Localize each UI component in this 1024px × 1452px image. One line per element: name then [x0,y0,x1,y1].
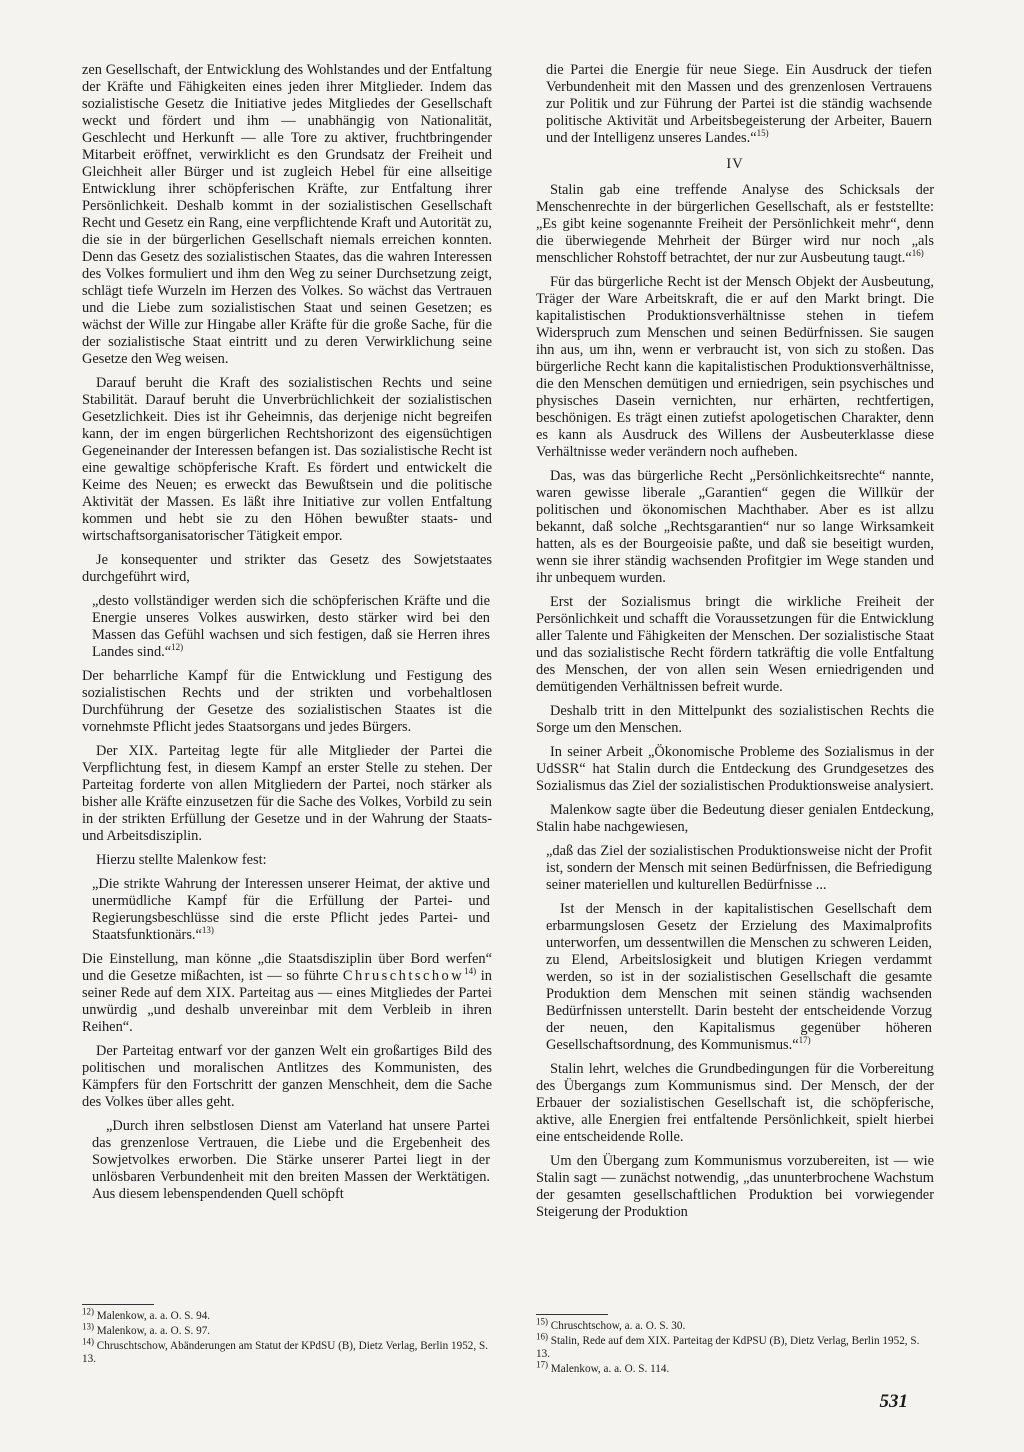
body-paragraph: Malenkow sagte über die Bedeutung dieser genialen Entdeckung, Stalin habe nachgewiesen, [536,802,934,835]
spaced-name: Chruschtschow [342,968,465,984]
body-paragraph [82,951,492,1036]
footnote-text: Malenkow, a. a. O. S. 114. [550,1363,670,1375]
footnote-number: 13) [82,1321,94,1332]
footnote-divider [536,1314,608,1315]
footnote [82,1336,492,1366]
body-paragraph: Stalin lehrt, welches die Grundbedingungen für die Vorbereitung des Übergangs zum Kommunismus sind. Der Mensch, der der Erbauer der sozialistischen Gesellschaft ist, die schöpferische, aktive, alle Energien frei entfaltende Persönlichkeit, spielt hierbei eine entscheidende Rolle. [536,1061,934,1145]
body-paragraph: Für das bürgerliche Recht ist der Mensch Objekt der Ausbeutung, Träger der Ware Arbeitskraft, die er auf den Markt bringt. Die kapitalistischen Produktionsverhältnisse stehen in tiefem Widerspruch zum Menschen und seinen Bedürfnissen. Sie saugen ihn aus, um ihn, wenn er verbraucht ist, von sich zu stoßen. Das bürgerliche Recht kann die kapitalistischen Produktionsverhältnisse, die den Menschen demütigen und erniedrigen, sein psychisches und physisches Dasein vernichten, nur erhärten, rechtfertigen, beschönigen. Es trägt einen zutiefst apologetischen Charakter, denn es kann als Ausdruck des Willens der Ausbeuterklasse diese Verhältnisse weder verändern noch aufheben. [536,274,934,460]
page-number: 531 [879,1391,908,1412]
footnote-number: 12) [82,1306,94,1317]
footnote-divider [82,1304,154,1305]
quote-text: die Partei die Energie für neue Siege. Ein Ausdruck der tiefen Verbundenheit mit den Massen und des grenzenlosen Vertrauens zur Politik und zur Führung der Partei ist die ständig wachsende politische Aktivität und Arbeitsbegeisterung der Arbeiter, Bauern und der Intelligenz unseres Landes.“ [546,62,932,146]
block-quote-continued [536,62,934,147]
quote-paragraph: „daß das Ziel der sozialistischen Produktionsweise nicht der Profit ist, sondern der Mensch mit seinen Bedürfnissen, die Befriedigung seiner materiellen und kulturellen Bedürfnisse ... [546,843,932,893]
paragraph-text: Die Einstellung, man könne „die Staatsdisziplin über Bord werfen“ und die Gesetze mißachten, ist — so führte [82,951,492,984]
body-paragraph: Das, was das bürgerliche Recht „Persönlichkeitsrechte“ nannte, waren gewisse liberale „Garantien“ gegen die Willkür der politischen und ökonomischen Machthaber. Aber es ist allzu bekannt, daß solche „Rechtsgarantien“ nur so lange Wirksamkeit hatten, als es der Bourgeoisie paßte, und daß sie beseitigt wurden, wenn sie ihrer ständig wachsenden Profitgier im Wege standen und ihr unbequem wurden. [536,468,934,586]
footnote-marker: 12) [171,642,184,653]
footnote-marker: 14) [464,966,477,977]
quote-paragraph [92,876,490,944]
footnote-text: Stalin, Rede auf dem XIX. Parteitag der KdPSU (B), Dietz Verlag, Berlin 1952, S. 13. [536,1335,920,1360]
quote-paragraph [546,901,932,1054]
section-heading: IV [726,156,744,172]
left-column [82,62,492,1210]
footnote-marker: 17) [798,1035,811,1046]
footnote-number: 17) [536,1359,548,1370]
footnote [536,1359,934,1376]
footnote [536,1316,934,1333]
quote-text: „desto vollständiger werden sich die schöpferischen Kräfte und die Energie unseres Volkes auswirken, desto stärker wird bei den Massen das Gefühl wachsen und sich festigen, daß sie Herren ihres Landes sind.“ [92,593,490,660]
block-quote [82,593,492,661]
body-paragraph: Der XIX. Parteitag legte für alle Mitglieder der Partei die Verpflichtung fest, in diesem Kampf an erster Stelle zu stehen. Der Parteitag forderte von allen Mitgliedern der Partei, noch stärker als bisher alle Kräfte einzusetzen für die Sache des Volkes, Vorbild zu sein in der strikten Erfüllung der Gesetze und in der Wahrung der Staats- und Arbeitsdisziplin. [82,743,492,844]
body-paragraph: Darauf beruht die Kraft des sozialistischen Rechts und seine Stabilität. Darauf beruht die Unverbrüchlichkeit der sozialistischen Gesetzlichkeit. Dies ist ihr Geheimnis, das derjenige nicht begreifen kann, der im engen bürgerlichen Rechtshorizont des eigensüchtigen Gegeneinander der Interessen befangen ist. Das sozialistische Recht ist eine gewaltige schöpferische Kraft. Es fördert und entwickelt die Keime des Neuen; es erweckt das Bewußtsein und die politische Aktivität der Massen. Es läßt ihre Initiative zur vollen Entfaltung kommen und hebt sie zu den Höhen bewußter staats- und wirtschaftsorganisatorischer Tätigkeit empor. [82,375,492,544]
body-paragraph: Der Parteitag entwarf vor der ganzen Welt ein großartiges Bild des politischen und moralischen Antlitzes des Kommunisten, des Kämpfers für den Fortschritt der ganzen Menschheit, dem die Sache des Volkes über alles geht. [82,1043,492,1110]
block-quote [536,843,934,1054]
body-paragraph: Erst der Sozialismus bringt die wirkliche Freiheit der Persönlichkeit und schafft die Voraussetzungen für die Entwicklung aller Talente und Fähigkeiten der Menschen. Der sozialistische Staat und das sozialistische Recht fördern tatkräftig die volle Entfaltung des Menschen, der von allen sein Wesen erniedrigenden und demütigenden Verhältnissen befreit wurde. [536,594,934,695]
quote-paragraph [546,62,932,147]
footnote [82,1306,492,1323]
footnotes-left [82,1306,492,1368]
paragraph-text: Stalin gab eine treffende Analyse des Schicksals der Menschenrechte in der bürgerlichen Gesellschaft, als er feststellte: „Es gibt keine sogenannte Freiheit der Persönlichkeit mehr“, denn die überwiegende Mehrheit der Bürger wird nur noch „als menschlicher Rohstoff betrachtet, der nur zur Ausbeutung taugt.“ [536,182,934,266]
footnote-text: Chruschtschow, Abänderungen am Statut der KPdSU (B), Dietz Verlag, Berlin 1952, S. 13. [82,1340,488,1365]
body-paragraph: zen Gesellschaft, der Entwicklung des Wohlstandes und der Entfaltung der Kräfte und Fähigkeiten eines jeden ihrer Mitglieder. Indem das sozialistische Gesetz die Initiative jedes Mitgliedes der Gesellschaft weckt und fördert und ihm — unabhängig von Nationalität, Geschlecht und Herkunft — alle Tore zu aktiver, fruchtbringender Mitarbeit eröffnet, verwirklicht es den Grundsatz der Freiheit und Gleichheit aller Bürger und ist zugleich Hebel für eine allseitige Entwicklung ihrer schöpferischen Kräfte, zur Entfaltung ihrer Persönlichkeit. Deshalb kommt in der sozialistischen Gesellschaft Recht und Gesetz ein Rang, eine verpflichtende Kraft und Autorität zu, die sie in der bürgerlichen Gesellschaft niemals erreichen konnten. Denn das Gesetz des sozialistischen Staates, das die wahren Interessen des Volkes formuliert und ihm den Weg zu seiner Durchsetzung zeigt, schlägt tiefe Wurzeln im Herzen des Volkes. So wächst das Vertrauen und die Liebe zum sozialistischen Staat und seinen Gesetzen; es wächst der Wille zur Hingabe aller Kräfte für die große Sache, für die der sozialistische Staat eintritt und zu deren Verwirklichung seine Gesetze den Weg weisen. [82,62,492,367]
body-paragraph: In seiner Arbeit „Ökonomische Probleme des Sozialismus in der UdSSR“ hat Stalin durch die Entdeckung des Grundgesetzes des Sozialismus das Ziel der sozialistischen Produktionsweise analysiert. [536,744,934,794]
quote-text: Ist der Mensch in der kapitalistischen Gesellschaft dem erbarmungslosen Gesetz der Erzielung des Maximalprofits unterworfen, um dessentwillen die Menschen zu schweren Leiden, zu Elend, Arbeitslosigkeit und blutigen Kriegen verdammt werden, so ist in der sozialistischen Gesellschaft die gesamte Produktion dem Menschen mit seinen ständig wachsenden Bedürfnissen unterstellt. Darin besteht der entscheidende Vorzug der neuen, den Kapitalismus gegenüber höheren Gesellschaftsordnung, des Kommunismus.“ [546,901,932,1053]
footnote-number: 16) [536,1331,548,1342]
footnote-marker: 13) [201,925,214,936]
paragraph-text: in seiner Rede auf dem XIX. Parteitag aus — eines Mitgliedes der Partei unwürdig „und deshalb unvereinbar mit dem Verbleib in ihren Reihen“. [82,968,492,1035]
footnote [82,1321,492,1338]
body-paragraph: Um den Übergang zum Kommunismus vorzubereiten, ist — wie Stalin sagt — zunächst notwendig, „das ununterbrochene Wachstum der gesamten gesellschaftlichen Produktion bei vorwiegender Steigerung der Produktion [536,1153,934,1220]
block-quote [82,876,492,944]
footnote-text: Chruschtschow, a. a. O. S. 30. [550,1320,686,1332]
body-paragraph [536,182,934,267]
body-paragraph: Hierzu stellte Malenkow fest: [96,852,267,868]
body-paragraph: Deshalb tritt in den Mittelpunkt des sozialistischen Rechts die Sorge um den Menschen. [536,703,934,736]
quote-text: „Die strikte Wahrung der Interessen unserer Heimat, der aktive und unermüdliche Kampf für die Erfüllung der Partei- und Regierungsbeschlüsse sind die erste Pflicht jedes Partei- und Staatsfunktionärs.“ [92,876,490,943]
footnote-marker: 16) [911,248,924,259]
right-column [536,62,934,1228]
block-quote [82,1118,492,1203]
body-paragraph: Je konsequenter und strikter das Gesetz des Sowjetstaates durchgeführt wird, [82,552,492,585]
footnote-number: 15) [536,1316,548,1327]
quote-paragraph [92,593,490,661]
body-paragraph: Der beharrliche Kampf für die Entwicklung und Festigung des sozialistischen Rechts und der strikten und vorbehaltlosen Durchführung der Gesetze des sozialistischen Staates ist die vornehmste Pflicht jedes Staatsorgans und jedes Bürgers. [82,668,492,735]
footnote-text: Malenkow, a. a. O. S. 94. [96,1310,211,1322]
footnote-text: Malenkow, a. a. O. S. 97. [96,1325,211,1337]
footnotes-right [536,1316,934,1378]
footnote-marker: 15) [756,128,769,139]
footnote [536,1331,934,1361]
footnote-number: 14) [82,1336,94,1347]
quote-paragraph: „Durch ihren selbstlosen Dienst am Vaterland hat unsere Partei das grenzenlose Vertrauen, die Liebe und die Ergebenheit des Sowjetvolkes erworben. Die Stärke unserer Partei liegt in der unlösbaren Verbundenheit mit den breiten Massen der Werktätigen. Aus diesem lebenspendenden Quell schöpft [92,1118,490,1202]
